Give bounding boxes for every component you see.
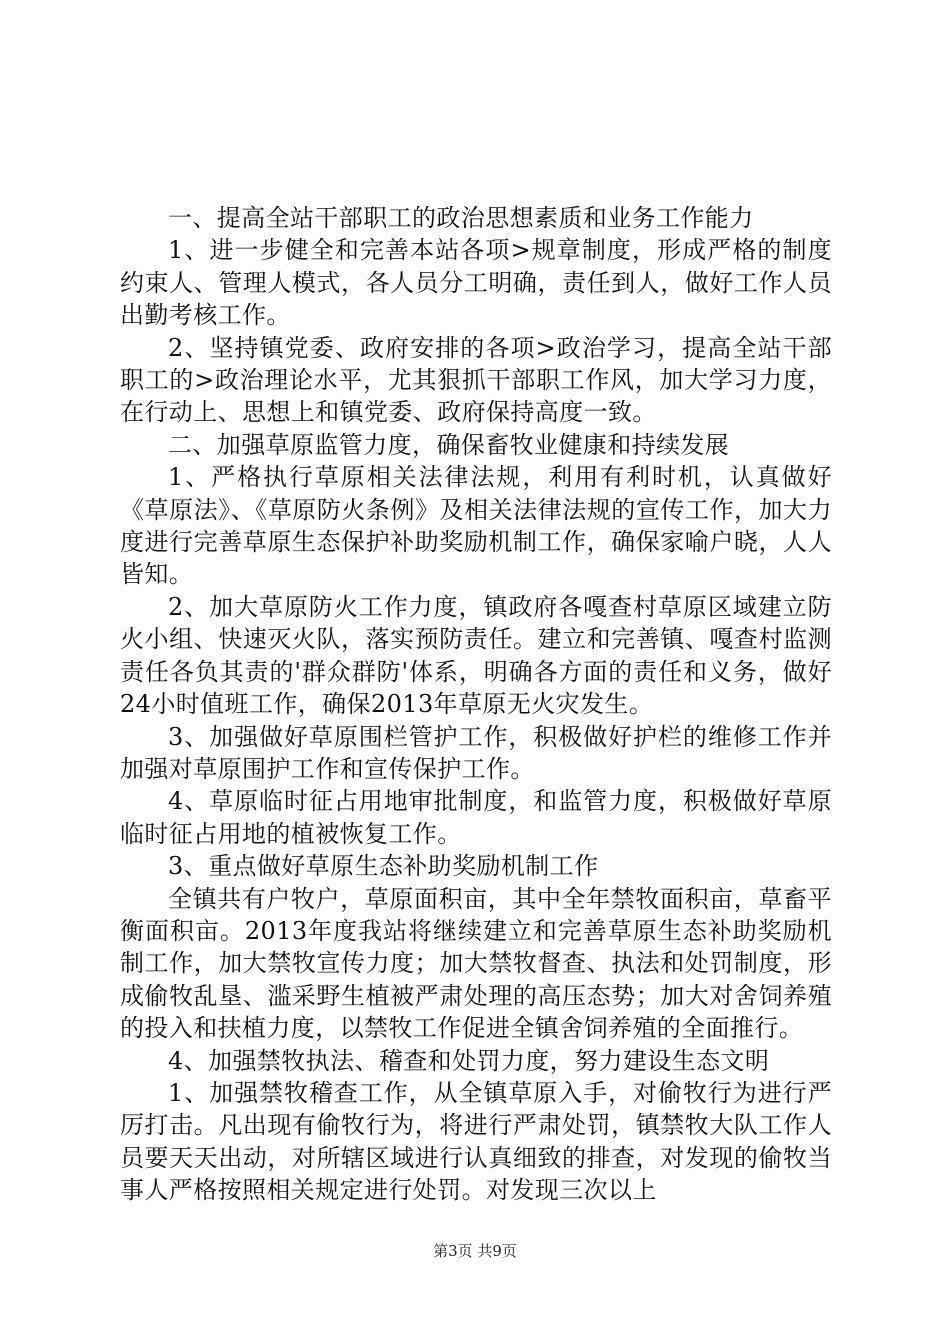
paragraph: 2、坚持镇党委、政府安排的各项>政治学习，提高全站干部职工的>政治理论水平，尤其狠抓干部职工作风，加大学习力度，在行动上、思想上和镇党委、政府保持高度一致。 [120, 333, 832, 427]
paragraph: 2、加大草原防火工作力度，镇政府各嘎查村草原区域建立防火小组、快速灭火队，落实预防责任。建立和完善镇、嘎查村监测责任各负其责的'群众群防'体系，明确各方面的责任和义务，做好24小时值班工作，确保2013年草原无火灾发生。 [120, 592, 832, 719]
section-heading-2: 二、加强草原监管力度，确保畜牧业健康和持续发展 [168, 430, 730, 459]
document-body [120, 202, 832, 1207]
paragraph: 3、加强做好草原围栏管护工作，积极做好护栏的维修工作并加强对草原围护工作和宣传保护工作。 [120, 722, 832, 783]
paragraph: 4、草原临时征占用地审批制度，和监管力度，积极做好草原临时征占用地的植被恢复工作。 [120, 787, 832, 848]
page-footer: 第3页 共9页 [433, 1242, 517, 1260]
paragraph: 全镇共有户牧户，草原面积亩，其中全年禁牧面积亩，草畜平衡面积亩。2013年度我站将继续建立和完善草原生态补助奖励机制工作，加大禁牧宣传力度；加大禁牧督查、执法和处罚制度，形成偷牧乱垦、滥采野生植被严肃处理的高压态势；加大对舍饲养殖的投入和扶植力度，以禁牧工作促进全镇舍饲养殖的全面推行。 [120, 884, 832, 1043]
section-heading-3: 3、重点做好草原生态补助奖励机制工作 [168, 852, 599, 881]
paragraph: 1、加强禁牧稽查工作，从全镇草原入手，对偷牧行为进行严厉打击。凡出现有偷牧行为，将进行严肃处罚，镇禁牧大队工作人员要天天出动，对所辖区域进行认真细致的排查，对发现的偷牧当事人严格按照相关规定进行处罚。对发现三次以上 [120, 1078, 832, 1205]
paragraph: 1、严格执行草原相关法律法规，利用有利时机，认真做好《草原法》、《草原防火条例》及相关法律法规的宣传工作，加大力度进行完善草原生态保护补助奖励机制工作，确保家喻户晓，人人皆知。 [120, 463, 832, 589]
paragraph: 1、进一步健全和完善本站各项>规章制度，形成严格的制度约束人、管理人模式，各人员分工明确，责任到人，做好工作人员出勤考核工作。 [120, 236, 832, 330]
section-heading-1: 一、提高全站干部职工的政治思想素质和业务工作能力 [168, 204, 754, 232]
section-heading-4: 4、加强禁牧执法、稽查和处罚力度，努力建设生态文明 [168, 1046, 770, 1075]
